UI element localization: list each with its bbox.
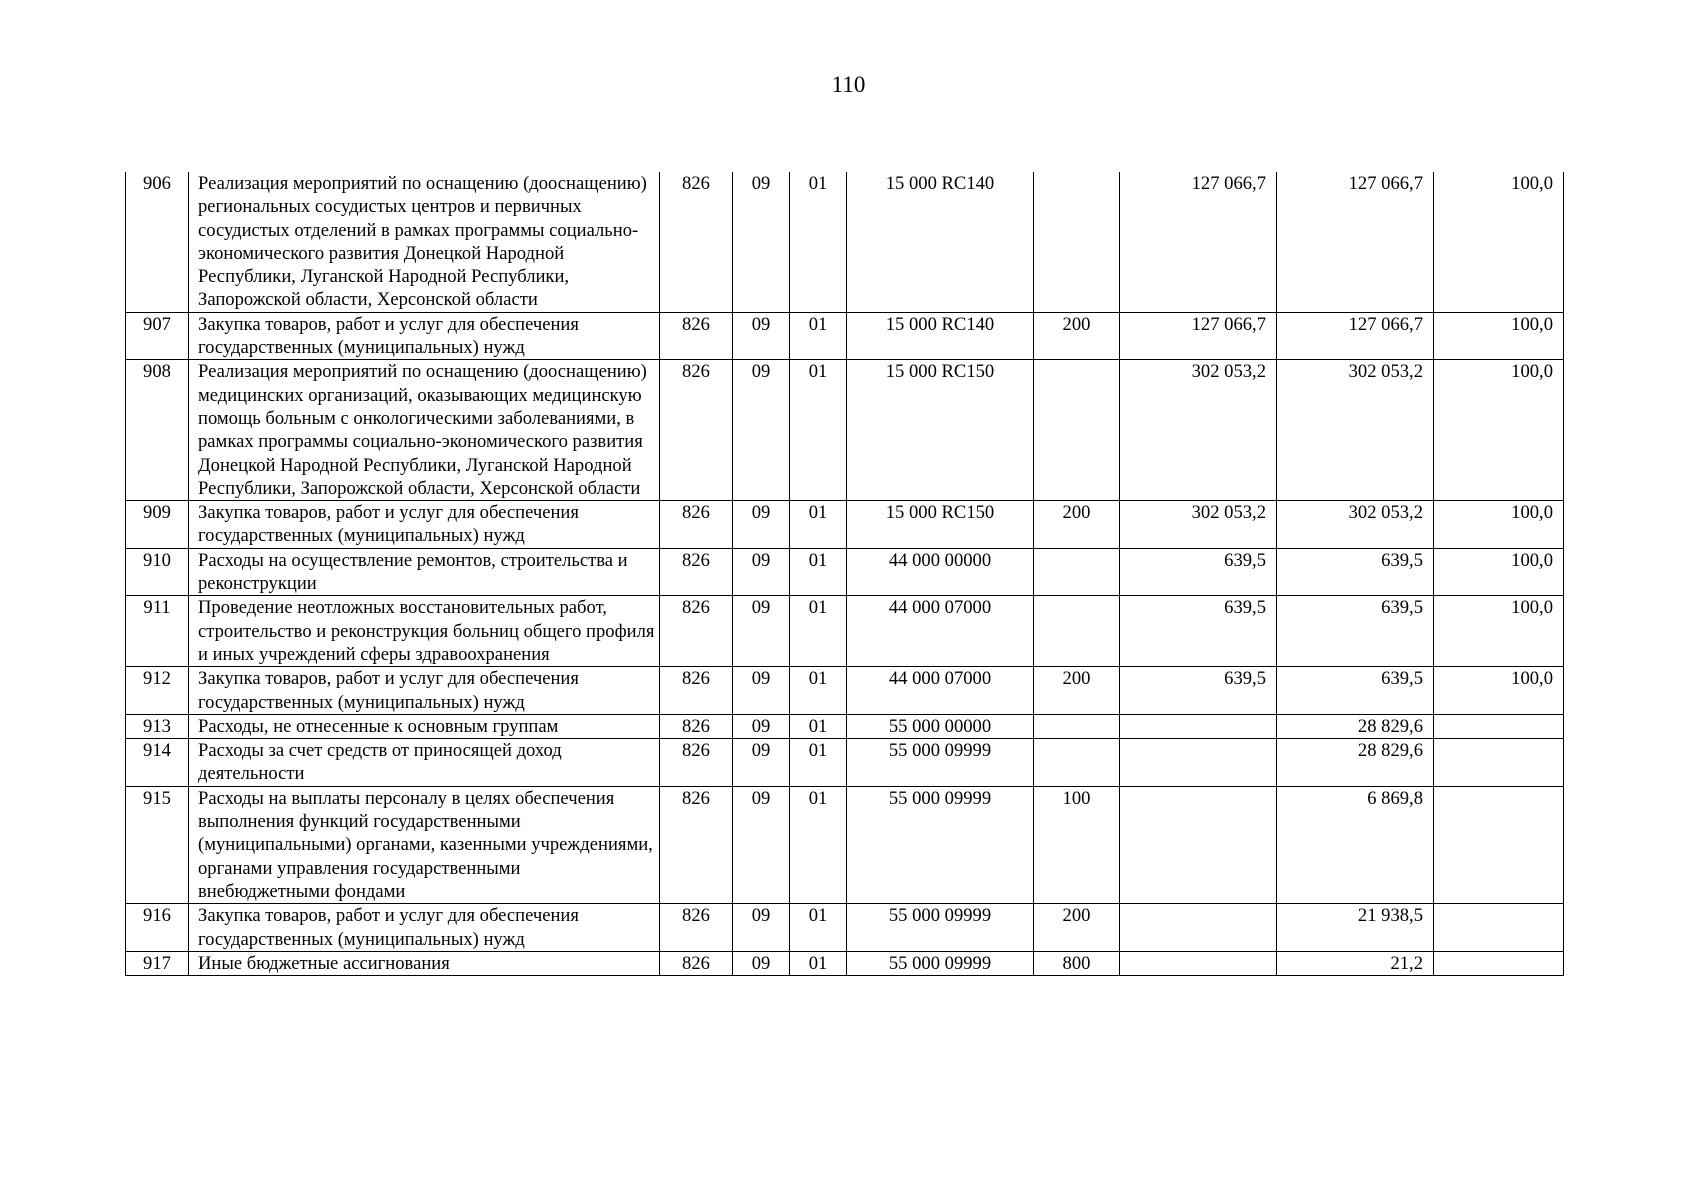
table-row <box>126 596 1564 667</box>
executed-amount-cell: 639,5 <box>1277 667 1434 715</box>
executed-amount-cell: 21 938,5 <box>1277 904 1434 952</box>
row-number-cell: 914 <box>126 739 189 787</box>
page-number: 110 <box>831 72 866 97</box>
approved-amount-cell: 639,5 <box>1120 596 1277 667</box>
target-article-cell: 15 000 RC140 <box>847 312 1034 360</box>
executed-amount-cell: 639,5 <box>1277 596 1434 667</box>
percent-cell: 100,0 <box>1434 596 1564 667</box>
percent-cell <box>1434 786 1564 903</box>
approved-amount-cell <box>1120 714 1277 738</box>
row-number-cell: 913 <box>126 714 189 738</box>
expense-type-cell <box>1034 172 1120 312</box>
table-row <box>126 667 1564 715</box>
expense-type-cell <box>1034 714 1120 738</box>
row-number-cell: 917 <box>126 951 189 975</box>
subsection-code-cell: 01 <box>790 714 847 738</box>
expense-type-cell <box>1034 596 1120 667</box>
budget-table-body <box>126 172 1564 976</box>
section-code-cell: 09 <box>733 951 790 975</box>
executed-amount-cell: 6 869,8 <box>1277 786 1434 903</box>
row-number-cell: 907 <box>126 312 189 360</box>
ministry-code-cell: 826 <box>660 951 733 975</box>
approved-amount-cell <box>1120 739 1277 787</box>
approved-amount-cell: 302 053,2 <box>1120 360 1277 501</box>
row-number-cell: 910 <box>126 548 189 596</box>
ministry-code-cell: 826 <box>660 667 733 715</box>
subsection-code-cell: 01 <box>790 360 847 501</box>
executed-amount-cell: 302 053,2 <box>1277 501 1434 549</box>
percent-cell <box>1434 904 1564 952</box>
table-row <box>126 312 1564 360</box>
executed-amount-cell: 639,5 <box>1277 548 1434 596</box>
ministry-code-cell: 826 <box>660 596 733 667</box>
target-article-cell: 44 000 00000 <box>847 548 1034 596</box>
table-row <box>126 739 1564 787</box>
approved-amount-cell <box>1120 951 1277 975</box>
approved-amount-cell: 127 066,7 <box>1120 312 1277 360</box>
section-code-cell: 09 <box>733 786 790 903</box>
executed-amount-cell: 21,2 <box>1277 951 1434 975</box>
item-name-cell: Закупка товаров, работ и услуг для обеспечения государственных (муниципальных) нужд <box>189 667 660 715</box>
target-article-cell: 15 000 RC150 <box>847 501 1034 549</box>
expense-type-cell: 200 <box>1034 904 1120 952</box>
subsection-code-cell: 01 <box>790 548 847 596</box>
ministry-code-cell: 826 <box>660 548 733 596</box>
ministry-code-cell: 826 <box>660 786 733 903</box>
item-name-cell: Расходы на осуществление ремонтов, строительства и реконструкции <box>189 548 660 596</box>
section-code-cell: 09 <box>733 172 790 312</box>
approved-amount-cell: 127 066,7 <box>1120 172 1277 312</box>
target-article-cell: 55 000 09999 <box>847 904 1034 952</box>
subsection-code-cell: 01 <box>790 667 847 715</box>
subsection-code-cell: 01 <box>790 596 847 667</box>
target-article-cell: 44 000 07000 <box>847 667 1034 715</box>
ministry-code-cell: 826 <box>660 172 733 312</box>
target-article-cell: 55 000 09999 <box>847 951 1034 975</box>
subsection-code-cell: 01 <box>790 951 847 975</box>
percent-cell <box>1434 714 1564 738</box>
table-row <box>126 360 1564 501</box>
target-article-cell: 55 000 09999 <box>847 786 1034 903</box>
percent-cell: 100,0 <box>1434 172 1564 312</box>
target-article-cell: 15 000 RC140 <box>847 172 1034 312</box>
percent-cell: 100,0 <box>1434 360 1564 501</box>
item-name-cell: Реализация мероприятий по оснащению (дооснащению) региональных сосудистых центров и первичных сосудистых отделений в рамках программы социально-экономического развития Донецкой Народной Республики, Луганской Народной Республики, Запорожской области, Херсонской области <box>189 172 660 312</box>
section-code-cell: 09 <box>733 904 790 952</box>
ministry-code-cell: 826 <box>660 501 733 549</box>
approved-amount-cell: 302 053,2 <box>1120 501 1277 549</box>
subsection-code-cell: 01 <box>790 786 847 903</box>
executed-amount-cell: 28 829,6 <box>1277 714 1434 738</box>
item-name-cell: Закупка товаров, работ и услуг для обеспечения государственных (муниципальных) нужд <box>189 501 660 549</box>
section-code-cell: 09 <box>733 548 790 596</box>
section-code-cell: 09 <box>733 312 790 360</box>
percent-cell: 100,0 <box>1434 548 1564 596</box>
subsection-code-cell: 01 <box>790 172 847 312</box>
percent-cell: 100,0 <box>1434 312 1564 360</box>
table-row <box>126 501 1564 549</box>
percent-cell: 100,0 <box>1434 667 1564 715</box>
percent-cell: 100,0 <box>1434 501 1564 549</box>
executed-amount-cell: 302 053,2 <box>1277 360 1434 501</box>
percent-cell <box>1434 739 1564 787</box>
executed-amount-cell: 28 829,6 <box>1277 739 1434 787</box>
row-number-cell: 906 <box>126 172 189 312</box>
table-row <box>126 172 1564 312</box>
table-row <box>126 951 1564 975</box>
expense-type-cell <box>1034 360 1120 501</box>
item-name-cell: Расходы на выплаты персоналу в целях обеспечения выполнения функций государственными (муниципальными) органами, казенными учреждениями, органами управления государственными внебюджетными фондами <box>189 786 660 903</box>
subsection-code-cell: 01 <box>790 739 847 787</box>
target-article-cell: 55 000 00000 <box>847 714 1034 738</box>
section-code-cell: 09 <box>733 501 790 549</box>
expense-type-cell: 200 <box>1034 501 1120 549</box>
section-code-cell: 09 <box>733 667 790 715</box>
subsection-code-cell: 01 <box>790 312 847 360</box>
row-number-cell: 908 <box>126 360 189 501</box>
expense-type-cell: 200 <box>1034 312 1120 360</box>
approved-amount-cell: 639,5 <box>1120 548 1277 596</box>
approved-amount-cell <box>1120 786 1277 903</box>
section-code-cell: 09 <box>733 596 790 667</box>
expense-type-cell: 800 <box>1034 951 1120 975</box>
item-name-cell: Иные бюджетные ассигнования <box>189 951 660 975</box>
executed-amount-cell: 127 066,7 <box>1277 172 1434 312</box>
ministry-code-cell: 826 <box>660 904 733 952</box>
expense-type-cell: 100 <box>1034 786 1120 903</box>
row-number-cell: 915 <box>126 786 189 903</box>
item-name-cell: Закупка товаров, работ и услуг для обеспечения государственных (муниципальных) нужд <box>189 312 660 360</box>
target-article-cell: 55 000 09999 <box>847 739 1034 787</box>
item-name-cell: Расходы за счет средств от приносящей доход деятельности <box>189 739 660 787</box>
section-code-cell: 09 <box>733 360 790 501</box>
executed-amount-cell: 127 066,7 <box>1277 312 1434 360</box>
ministry-code-cell: 826 <box>660 360 733 501</box>
section-code-cell: 09 <box>733 739 790 787</box>
table-row <box>126 904 1564 952</box>
table-row <box>126 714 1564 738</box>
row-number-cell: 912 <box>126 667 189 715</box>
table-row <box>126 548 1564 596</box>
section-code-cell: 09 <box>733 714 790 738</box>
ministry-code-cell: 826 <box>660 714 733 738</box>
ministry-code-cell: 826 <box>660 739 733 787</box>
expense-type-cell: 200 <box>1034 667 1120 715</box>
table-row <box>126 786 1564 903</box>
expense-type-cell <box>1034 739 1120 787</box>
target-article-cell: 15 000 RC150 <box>847 360 1034 501</box>
target-article-cell: 44 000 07000 <box>847 596 1034 667</box>
subsection-code-cell: 01 <box>790 501 847 549</box>
item-name-cell: Проведение неотложных восстановительных работ, строительство и реконструкция больниц общего профиля и иных учреждений сферы здравоохранения <box>189 596 660 667</box>
approved-amount-cell: 639,5 <box>1120 667 1277 715</box>
row-number-cell: 916 <box>126 904 189 952</box>
row-number-cell: 911 <box>126 596 189 667</box>
ministry-code-cell: 826 <box>660 312 733 360</box>
percent-cell <box>1434 951 1564 975</box>
expense-type-cell <box>1034 548 1120 596</box>
row-number-cell: 909 <box>126 501 189 549</box>
budget-table <box>125 172 1564 976</box>
item-name-cell: Расходы, не отнесенные к основным группам <box>189 714 660 738</box>
subsection-code-cell: 01 <box>790 904 847 952</box>
approved-amount-cell <box>1120 904 1277 952</box>
item-name-cell: Реализация мероприятий по оснащению (дооснащению) медицинских организаций, оказывающих медицинскую помощь больным с онкологическими заболеваниями, в рамках программы социально-экономического развития Донецкой Народной Республики, Луганской Народной Республики, Запорожской области, Херсонской области <box>189 360 660 501</box>
item-name-cell: Закупка товаров, работ и услуг для обеспечения государственных (муниципальных) нужд <box>189 904 660 952</box>
